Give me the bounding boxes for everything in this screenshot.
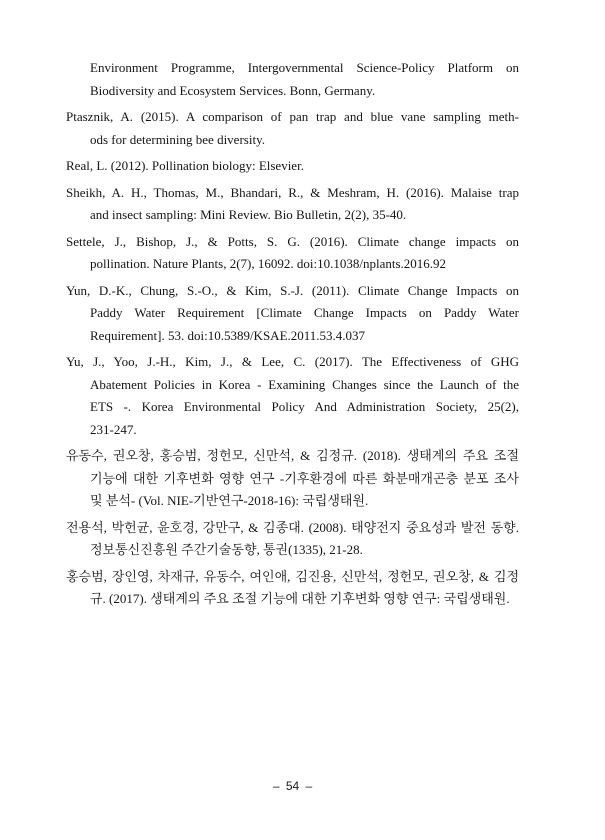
- reference-line: 유동수, 권오창, 홍승범, 정헌모, 신만석, & 김정규. (2018). 생태계의 주요 조절: [66, 448, 519, 463]
- reference-line: 기능에 대한 기후변화 영향 연구 -기후환경에 따른 화분매개곤충 분포 조사: [90, 470, 519, 486]
- reference-line: pollination. Nature Plants, 2(7), 16092. doi:10.1038/nplants.2016.92: [90, 256, 447, 271]
- reference-line: ETS -. Korea Environmental Policy And Administration Society, 25(2),: [90, 399, 519, 414]
- reference-line: Sheikh, A. H., Thomas, M., Bhandari, R., & Meshram, H. (2016). Malaise trap: [66, 184, 519, 200]
- reference-line: 및 분석- (Vol. NIE-기반연구-2018-16): 국립생태원.: [90, 493, 369, 508]
- reference-line: 전용석, 박헌균, 윤호경, 강만구, & 김종대. (2008). 태양전지 중요성과 발전 동향.: [66, 519, 519, 535]
- reference-line: ods for determining bee diversity.: [90, 131, 265, 147]
- references-list: [66, 57, 519, 615]
- reference-line: 231-247.: [90, 421, 137, 437]
- reference-line: Yun, D.-K., Chung, S.-O., & Kim, S.-J. (2011). Climate Change Impacts on: [66, 282, 519, 298]
- reference-entry: [66, 351, 519, 441]
- reference-line: and insect sampling: Mini Review. Bio Bulletin, 2(2), 35-40.: [90, 207, 407, 222]
- page-number: – 54 –: [272, 779, 313, 793]
- reference-entry: [66, 517, 519, 562]
- reference-entry: [66, 231, 519, 276]
- reference-entry: [66, 155, 519, 178]
- reference-line: Biodiversity and Ecosystem Services. Bonn, Germany.: [90, 82, 376, 98]
- reference-line: 홍승범, 장인영, 차재규, 유동수, 여인애, 김진용, 신만석, 정헌모, 권오창, & 김정: [66, 568, 519, 584]
- reference-line: Settele, J., Bishop, J., & Potts, S. G. (2016). Climate change impacts on: [66, 233, 519, 249]
- reference-entry: [66, 182, 519, 227]
- reference-entry: [66, 57, 519, 102]
- reference-entry: [66, 280, 519, 348]
- reference-line: Yu, J., Yoo, J.-H., Kim, J., & Lee, C. (2017). The Effectiveness of GHG: [66, 354, 519, 369]
- reference-entry: [66, 106, 519, 151]
- reference-entry: [66, 566, 519, 611]
- reference-line: Environment Programme, Intergovernmental Science-Policy Platform on: [90, 60, 519, 75]
- reference-line: 규. (2017). 생태계의 주요 조절 기능에 대한 기후변화 영향 연구: 국립생태원.: [90, 591, 510, 606]
- reference-line: Ptasznik, A. (2015). A comparison of pan trap and blue vane sampling meth-: [66, 109, 519, 124]
- reference-line: Paddy Water Requirement [Climate Change Impacts on Paddy Water: [90, 305, 519, 320]
- reference-line: Requirement]. 53. doi:10.5389/KSAE.2011.53.4.037: [90, 327, 366, 343]
- reference-line: Abatement Policies in Korea - Examining Changes since the Launch of the: [90, 376, 519, 392]
- reference-entry: [66, 445, 519, 513]
- reference-line: 정보통신진흥원 주간기술동향, 통권(1335), 21-28.: [90, 542, 363, 557]
- reference-line: Real, L. (2012). Pollination biology: Elsevier.: [66, 158, 304, 173]
